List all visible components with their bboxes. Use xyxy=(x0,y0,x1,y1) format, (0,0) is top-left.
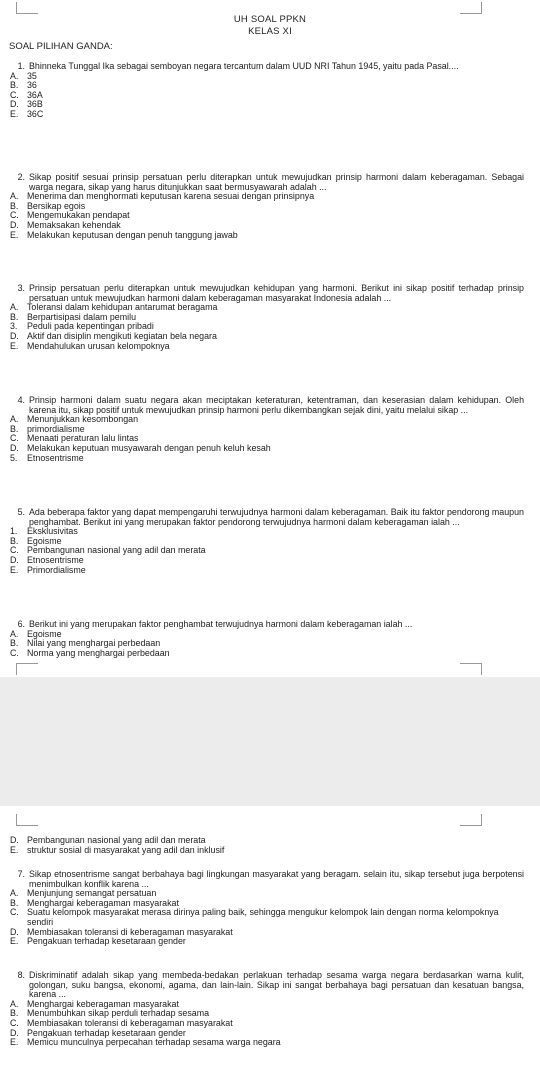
document-class: KELAS XI xyxy=(248,26,292,37)
option-letter: D. xyxy=(10,219,19,230)
option-text: Menunjukkan kesombongan xyxy=(27,414,139,425)
option-letter: B. xyxy=(10,311,19,322)
question-item xyxy=(8,870,524,947)
page-corner-mark xyxy=(460,2,482,14)
option-text: Toleransi dalam kehidupan antarumat beragama xyxy=(27,302,218,313)
answer-option xyxy=(8,937,524,947)
option-letter: E. xyxy=(10,229,19,240)
question-text-row xyxy=(8,971,524,1000)
answer-option xyxy=(8,908,524,927)
question-number: 6. xyxy=(17,619,25,629)
option-text: Berpartisipasi dalam pemilu xyxy=(27,311,137,322)
option-letter: D. xyxy=(10,330,19,341)
option-letter: A. xyxy=(10,888,19,899)
answer-option xyxy=(8,527,524,537)
question-text: Prinsip persatuan perlu diterapkan untuk mewujudkan kehidupan yang harmoni. Berikut ini sikap positif terhadap prinsip persatuan untuk mewujudkan harmoni dalam keberagaman masyarakat Indonesia adalah ... xyxy=(29,283,524,303)
question-text-row xyxy=(8,620,524,630)
question-text-row xyxy=(8,396,524,415)
option-text: 36B xyxy=(27,99,43,110)
answer-option xyxy=(8,415,524,425)
option-text: Membiasakan toleransi di keberagaman masyarakat xyxy=(27,926,233,937)
question-text-row xyxy=(8,62,524,72)
option-letter: C. xyxy=(10,545,19,556)
answer-option xyxy=(8,454,524,464)
option-text: Membiasakan toleransi di keberagaman masyarakat xyxy=(27,1017,233,1028)
page-corner-mark xyxy=(460,663,482,675)
question-text-row xyxy=(8,284,524,303)
option-text: 36 xyxy=(27,80,37,91)
option-letter: 5. xyxy=(10,452,18,463)
option-text: Menjunjung semangat persatuan xyxy=(27,888,157,899)
question-text: Prinsip harmoni dalam suatu negara akan meciptakan keteraturan, ketentraman, dan keserasian dalam kehidupan. Oleh karena itu, sikap positif untuk mewujudkan prinsip harmoni perlu dikembangkan sejak dini, yaitu melalui sikap ... xyxy=(29,395,524,415)
option-text: 36C xyxy=(27,108,44,119)
option-letter: C. xyxy=(10,210,19,221)
option-letter: C. xyxy=(10,433,19,444)
page-corner-mark xyxy=(16,663,38,675)
option-letter: D. xyxy=(10,1027,19,1038)
option-letter: D. xyxy=(10,99,19,110)
option-letter: B. xyxy=(10,80,19,91)
page-corner-mark xyxy=(16,814,38,826)
question-number: 1. xyxy=(17,61,25,71)
option-text: Nilai yang menghargai perbedaan xyxy=(27,638,161,649)
option-letter: E. xyxy=(10,1037,19,1048)
option-text: Menumbuhkan sikap perduli terhadap sesama xyxy=(27,1008,210,1019)
option-letter: C. xyxy=(10,89,19,100)
answer-option xyxy=(8,649,524,659)
option-letter: A. xyxy=(10,414,19,425)
option-letter: B. xyxy=(10,638,19,649)
question-item xyxy=(8,173,524,240)
answer-option xyxy=(8,444,524,454)
option-text: Pembangunan nasional yang adil dan merata xyxy=(27,835,206,845)
option-letter: E. xyxy=(10,340,19,351)
answer-option xyxy=(8,110,524,120)
question-text: Sikap etnosentrisme sangat berbahaya bagi lingkungan masyarakat yang beragam. selain itu, sikap tersebut juga berpotensi menimbulkan konflik karena ... xyxy=(29,869,524,889)
option-letter: C. xyxy=(10,647,19,658)
option-text: Egoisme xyxy=(27,535,62,546)
question-number: 8. xyxy=(17,970,25,980)
option-letter: A. xyxy=(10,628,19,639)
question-text: Diskriminatif adalah sikap yang membeda-bedakan perlakuan terhadap sesama warga negara berdasarkan warna kulit, golongan, suku bangsa, ekonomi, agama, dan lain-lain. Sikap ini sangat berbahaya bagi persatuan dan kesatuan bangsa, karena ... xyxy=(29,970,524,1000)
option-text: 35 xyxy=(27,70,37,81)
answer-option xyxy=(8,846,524,856)
option-text: Egoisme xyxy=(27,628,62,639)
question-item xyxy=(8,62,524,120)
option-text: Mendahulukan urusan kelompoknya xyxy=(27,340,170,351)
option-letter: A. xyxy=(10,302,19,313)
option-text: Eksklusivitas xyxy=(27,526,78,537)
option-text: Menghargai keberagaman masyarakat xyxy=(27,998,179,1009)
question-number: 4. xyxy=(17,395,25,405)
option-text: Etnosentrisme xyxy=(27,452,84,463)
document-page-2 xyxy=(0,806,540,1086)
option-text: Pembangunan nasional yang adil dan merata xyxy=(27,545,206,556)
section-title: SOAL PILIHAN GANDA: xyxy=(9,41,113,52)
answer-option xyxy=(8,231,524,241)
question-text: Sikap positif sesuai prinsip persatuan perlu diterapkan untuk mewujudkan prinsip harmoni dalam keberagaman. Sebagai warga negara, sikap yang harus ditunjukkan saat bermusyawarah adalah ... xyxy=(29,172,524,192)
option-text: struktur sosial di masyarakat yang adil dan inklusif xyxy=(27,844,225,855)
option-letter: C. xyxy=(10,1017,19,1028)
question-item xyxy=(8,396,524,463)
option-text: Mengemukakan pendapat xyxy=(27,210,130,221)
option-letter: B. xyxy=(10,1008,19,1019)
option-text: 36A xyxy=(27,89,43,100)
option-letter: C. xyxy=(10,907,19,918)
question-number: 3. xyxy=(17,283,25,293)
question-text-row xyxy=(8,508,524,527)
option-text: Peduli pada kepentingan pribadi xyxy=(27,321,154,332)
option-text: Memicu munculnya perpecahan terhadap sesama warga negara xyxy=(27,1037,281,1048)
option-text: Bersikap egois xyxy=(27,200,86,211)
question-text-row xyxy=(8,173,524,192)
question-text: Bhinneka Tunggal Ika sebagai semboyan negara tercantum dalam UUD NRI Tahun 1945, yaitu pada Pasal.... xyxy=(29,61,459,71)
answer-option xyxy=(8,192,524,202)
document-title: UH SOAL PPKN xyxy=(233,14,307,25)
question-item xyxy=(8,971,524,1048)
answer-option xyxy=(8,91,524,101)
option-letter: D. xyxy=(10,554,19,565)
option-letter: D. xyxy=(10,835,19,845)
answer-option xyxy=(8,342,524,352)
question-item xyxy=(8,284,524,351)
option-letter: D. xyxy=(10,926,19,937)
option-text: primordialisme xyxy=(27,423,85,434)
option-letter: E. xyxy=(10,564,19,575)
option-text: Melakukan keputuan musyawarah dengan penuh keluh kesah xyxy=(27,442,271,453)
question-number: 2. xyxy=(17,172,25,182)
question-item xyxy=(8,508,524,575)
answer-option xyxy=(8,566,524,576)
page-corner-mark xyxy=(16,2,38,14)
option-letter: A. xyxy=(10,998,19,1009)
question-text: Ada beberapa faktor yang dapat mempengaruhi terwujudnya harmoni dalam keberagaman. Baik itu faktor pendorong maupun penghambat. Berikut ini yang merupakan faktor pendorong terwujudnya harmoni dalam keberagaman ialah ... xyxy=(29,507,524,527)
answer-option xyxy=(8,100,524,110)
question-text-row xyxy=(8,870,524,889)
option-letter: E. xyxy=(10,936,19,947)
option-text: Etnosentrisme xyxy=(27,554,84,565)
page-corner-mark xyxy=(460,814,482,826)
question-item xyxy=(8,620,524,658)
question-number: 5. xyxy=(17,507,25,517)
option-letter: E. xyxy=(10,844,19,855)
option-text: Pengakuan terhadap kesetaraan gender xyxy=(27,1027,186,1038)
option-text: Norma yang menghargai perbedaan xyxy=(27,647,170,658)
question-number: 7. xyxy=(17,869,25,879)
option-letter: 3. xyxy=(10,321,18,332)
answer-option xyxy=(8,1038,524,1048)
option-letter: D. xyxy=(10,442,19,453)
option-text: Aktif dan disiplin mengikuti kegiatan bela negara xyxy=(27,330,217,341)
option-letter: B. xyxy=(10,423,19,434)
option-letter: E. xyxy=(10,108,19,119)
answer-option xyxy=(8,546,524,556)
option-text: Memaksakan kehendak xyxy=(27,219,121,230)
option-letter: B. xyxy=(10,535,19,546)
option-text: Menghargai keberagaman masyarakat xyxy=(27,897,179,908)
option-letter: A. xyxy=(10,191,19,202)
option-letter: 1. xyxy=(10,526,18,537)
option-text: Suatu kelompok masyarakat merasa dirinya paling baik, sehingga mengukur kelompok lain dengan norma kelompoknya sendiri xyxy=(27,907,499,927)
question-text: Berikut ini yang merupakan faktor penghambat terwujudnya harmoni dalam keberagaman ialah ... xyxy=(29,619,413,629)
option-text: Pengakuan terhadap kesetaraan gender xyxy=(27,936,186,947)
option-text: Primordialisme xyxy=(27,564,86,575)
option-text: Menerima dan menghormati keputusan karena sesuai dengan prinsipnya xyxy=(27,191,315,202)
continued-options xyxy=(8,836,524,855)
answer-option xyxy=(8,72,524,82)
option-letter: A. xyxy=(10,70,19,81)
answer-option xyxy=(8,81,524,91)
option-text: Menaati peraturan lalu lintas xyxy=(27,433,139,444)
option-letter: B. xyxy=(10,200,19,211)
option-text: Melakukan keputusan dengan penuh tanggung jawab xyxy=(27,229,238,240)
option-letter: B. xyxy=(10,897,19,908)
